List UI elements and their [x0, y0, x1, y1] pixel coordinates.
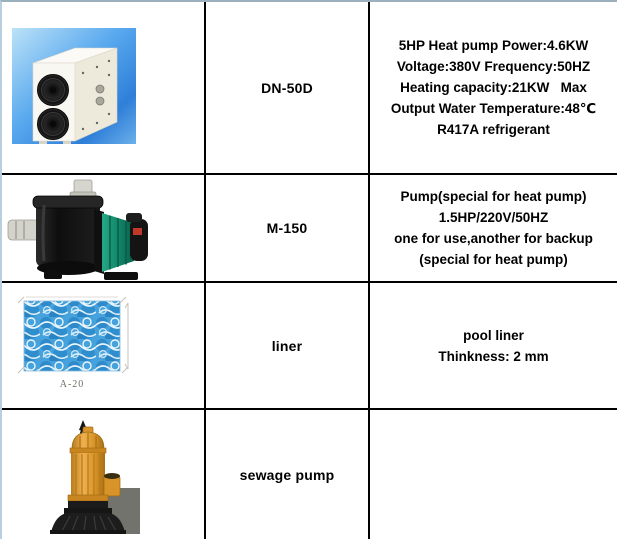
cell-image-liner [2, 283, 206, 410]
base-skirt [51, 513, 125, 532]
description-line: pool liner [463, 327, 524, 343]
heat-pump-photo [12, 28, 136, 144]
description-line: Voltage:380V Frequency:50HZ [396, 59, 591, 74]
cell-model-m150 [206, 175, 370, 283]
collar-ring [70, 448, 106, 453]
cell-image-heat-pump [2, 2, 206, 175]
clamp-band [68, 501, 108, 509]
cell-image-water-pump [2, 175, 206, 283]
cell-description-heat-pump [370, 2, 617, 175]
cell-model-dn50d [206, 2, 370, 175]
foot [39, 141, 47, 144]
model-label: DN-50D [261, 79, 313, 96]
cell-model-sewage-pump [206, 410, 370, 539]
description-line: Output Water Temperature:48℃ [390, 101, 597, 116]
description-line: R417A refrigerant [437, 122, 550, 137]
description-line: 5HP Heat pump Power:4.6KW [398, 38, 589, 53]
foot [63, 141, 71, 144]
description-line: one for use,another for backup [394, 231, 593, 246]
liner-caption: A-20 [59, 379, 85, 390]
description-line: Thinkness: 2 mm [438, 348, 549, 364]
cell-description-sewage-pump [370, 410, 617, 539]
cell-model-liner [206, 283, 370, 410]
pump-foot [44, 271, 62, 279]
lower-flange [68, 495, 108, 501]
model-label: sewage pump [239, 466, 335, 483]
pool-liner-swatch [12, 295, 152, 395]
cell-description-water-pump [370, 175, 617, 283]
description-line: (special for heat pump) [419, 252, 568, 267]
motor-label [133, 228, 142, 235]
cell-image-sewage-pump [2, 410, 206, 539]
pump-foot [104, 272, 138, 280]
cell-description-liner [370, 283, 617, 410]
water-pump-photo [6, 179, 150, 281]
water-connection-knob [96, 97, 104, 105]
model-label: M-150 [266, 220, 308, 236]
description-line: 1.5HP/220V/50HZ [438, 210, 549, 225]
base-rim [50, 530, 126, 534]
water-connection-knob [96, 85, 104, 93]
description-line: Pump(special for heat pump) [400, 189, 587, 204]
strainer-pot [36, 199, 100, 267]
model-label: liner [271, 337, 303, 354]
liner-pattern-swatch [24, 301, 120, 371]
description-line: Heating capacity:21KW Max [400, 80, 587, 95]
sewage-pump-photo [38, 418, 140, 536]
product-table [2, 2, 617, 539]
motor-end-cap [130, 219, 148, 261]
